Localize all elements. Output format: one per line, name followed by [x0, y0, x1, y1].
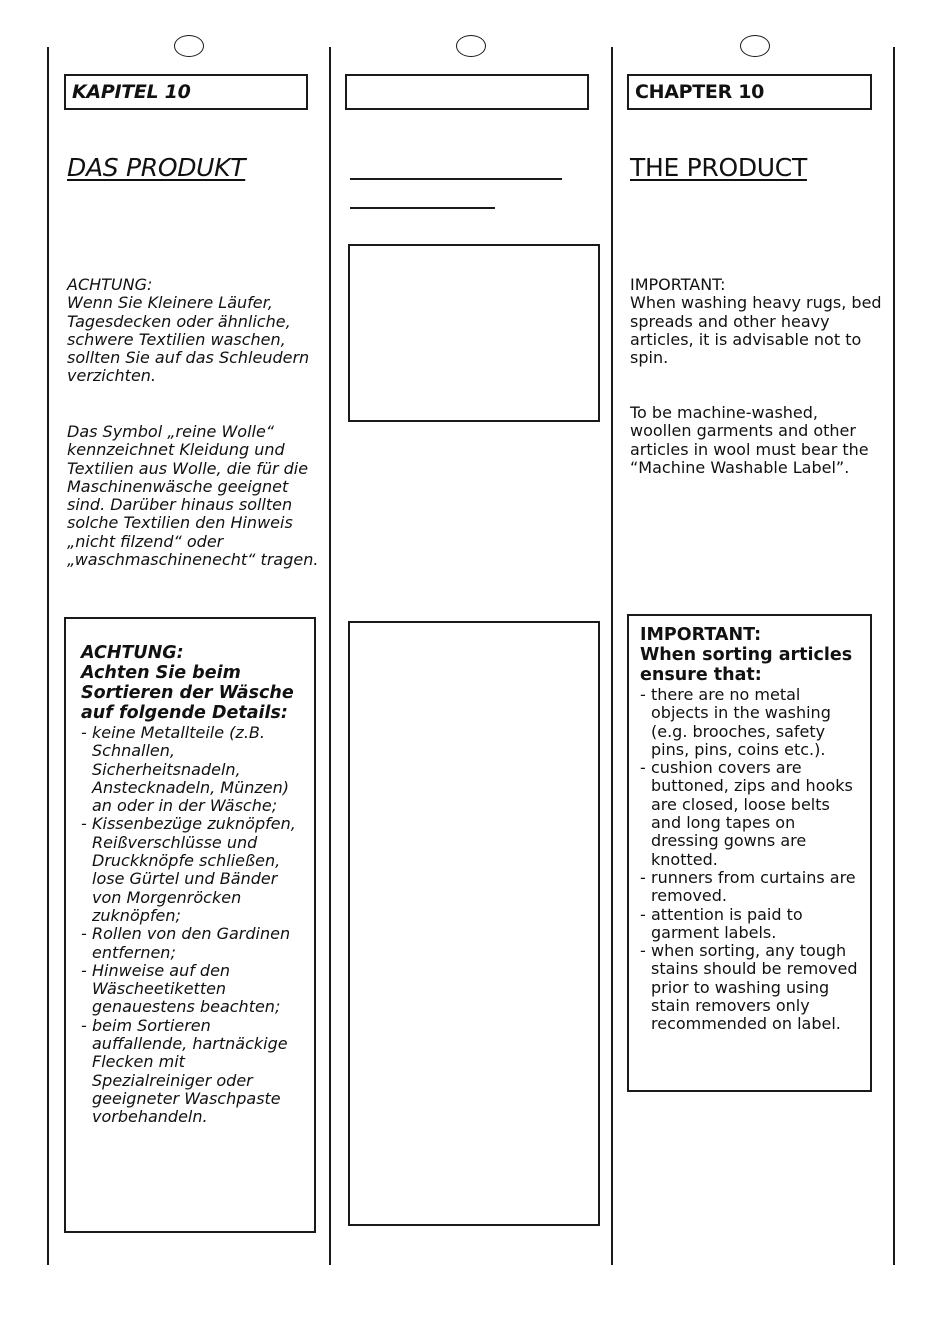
warning-text: When washing heavy rugs, bed spreads and other heavy articles, it is advisable not to spin.: [630, 293, 882, 368]
chapter-heading-english: [627, 74, 872, 110]
chapter-heading-blank: [345, 74, 589, 110]
list-item: - keine Metallteile (z.B. Schnallen, Sicherheitsnadeln, Anstecknadeln, Münzen) an oder in der Wäsche;: [81, 724, 302, 815]
warning-text: Wenn Sie Kleinere Läufer, Tagesdecken oder ähnliche, schwere Textilien waschen, sollten Sie auf das Schleudern verzichten.: [67, 293, 310, 386]
list-item: - beim Sortieren auffallende, hartnäckige Flecken mit Spezialreiniger oder geeigneter Waschpaste vorbehandeln.: [81, 1017, 302, 1127]
section-title-english: THE PRODUCT: [630, 153, 807, 182]
warning-label: ACHTUNG:: [67, 275, 153, 294]
column-divider-center-right: [611, 47, 613, 1265]
warning-placeholder-box: [348, 244, 600, 422]
chapter-heading-german: [64, 74, 308, 110]
list-item: - cushion covers are buttoned, zips and hooks are closed, loose belts and long tapes on dressing gowns are knotted.: [640, 759, 862, 869]
list-item: - when sorting, any tough stains should be removed prior to washing using stain removers only recommended on label.: [640, 942, 862, 1033]
warning-paragraph-german: [67, 276, 319, 386]
language-circle-german: [174, 35, 204, 57]
warning-paragraph-english: [630, 276, 882, 367]
sorting-notice-list: [81, 724, 302, 1127]
sorting-notice-box-english: [627, 614, 872, 1092]
column-divider-center-left: [329, 47, 331, 1265]
sorting-notice-heading: ACHTUNG: Achten Sie beim Sortieren der Wäsche auf folgende Details:: [81, 643, 294, 723]
list-item: - Hinweise auf den Wäscheetiketten genauestens beachten;: [81, 962, 302, 1017]
warning-label: IMPORTANT:: [630, 275, 726, 294]
sorting-placeholder-box: [348, 621, 600, 1226]
chapter-label: CHAPTER 10: [635, 81, 765, 103]
list-item: - runners from curtains are removed.: [640, 869, 862, 906]
sorting-notice-heading: IMPORTANT: When sorting articles ensure that:: [640, 625, 853, 685]
section-title-german: DAS PRODUKT: [67, 153, 246, 182]
list-item: - attention is paid to garment labels.: [640, 906, 862, 943]
list-item: - Rollen von den Gardinen entfernen;: [81, 925, 302, 962]
language-circle-english: [740, 35, 770, 57]
chapter-label: KAPITEL 10: [72, 81, 191, 103]
column-divider-right: [893, 47, 895, 1265]
title-placeholder-line-1: [350, 178, 562, 180]
title-placeholder-line-2: [350, 207, 495, 209]
list-item: - Kissenbezüge zuknöpfen, Reißverschlüsse und Druckknöpfe schließen, lose Gürtel und Bänder von Morgenröcken zuknöpfen;: [81, 815, 302, 925]
sorting-notice-box-german: [64, 617, 316, 1233]
sorting-notice-list: [640, 686, 862, 1034]
wool-paragraph-english: To be machine-washed, woollen garments and other articles in wool must bear the “Machine Washable Label”.: [630, 403, 869, 477]
column-divider-left: [47, 47, 49, 1265]
language-circle-middle: [456, 35, 486, 57]
wool-paragraph-german: Das Symbol „reine Wolle“ kennzeichnet Kleidung und Textilien aus Wolle, die für die Maschinenwäsche geeignet sind. Darüber hinaus sollten solche Textilien den Hinweis „nicht filzend“ oder „waschmaschinenecht“ tragen.: [67, 422, 319, 570]
list-item: - there are no metal objects in the washing (e.g. brooches, safety pins, pins, coins etc.).: [640, 686, 862, 759]
